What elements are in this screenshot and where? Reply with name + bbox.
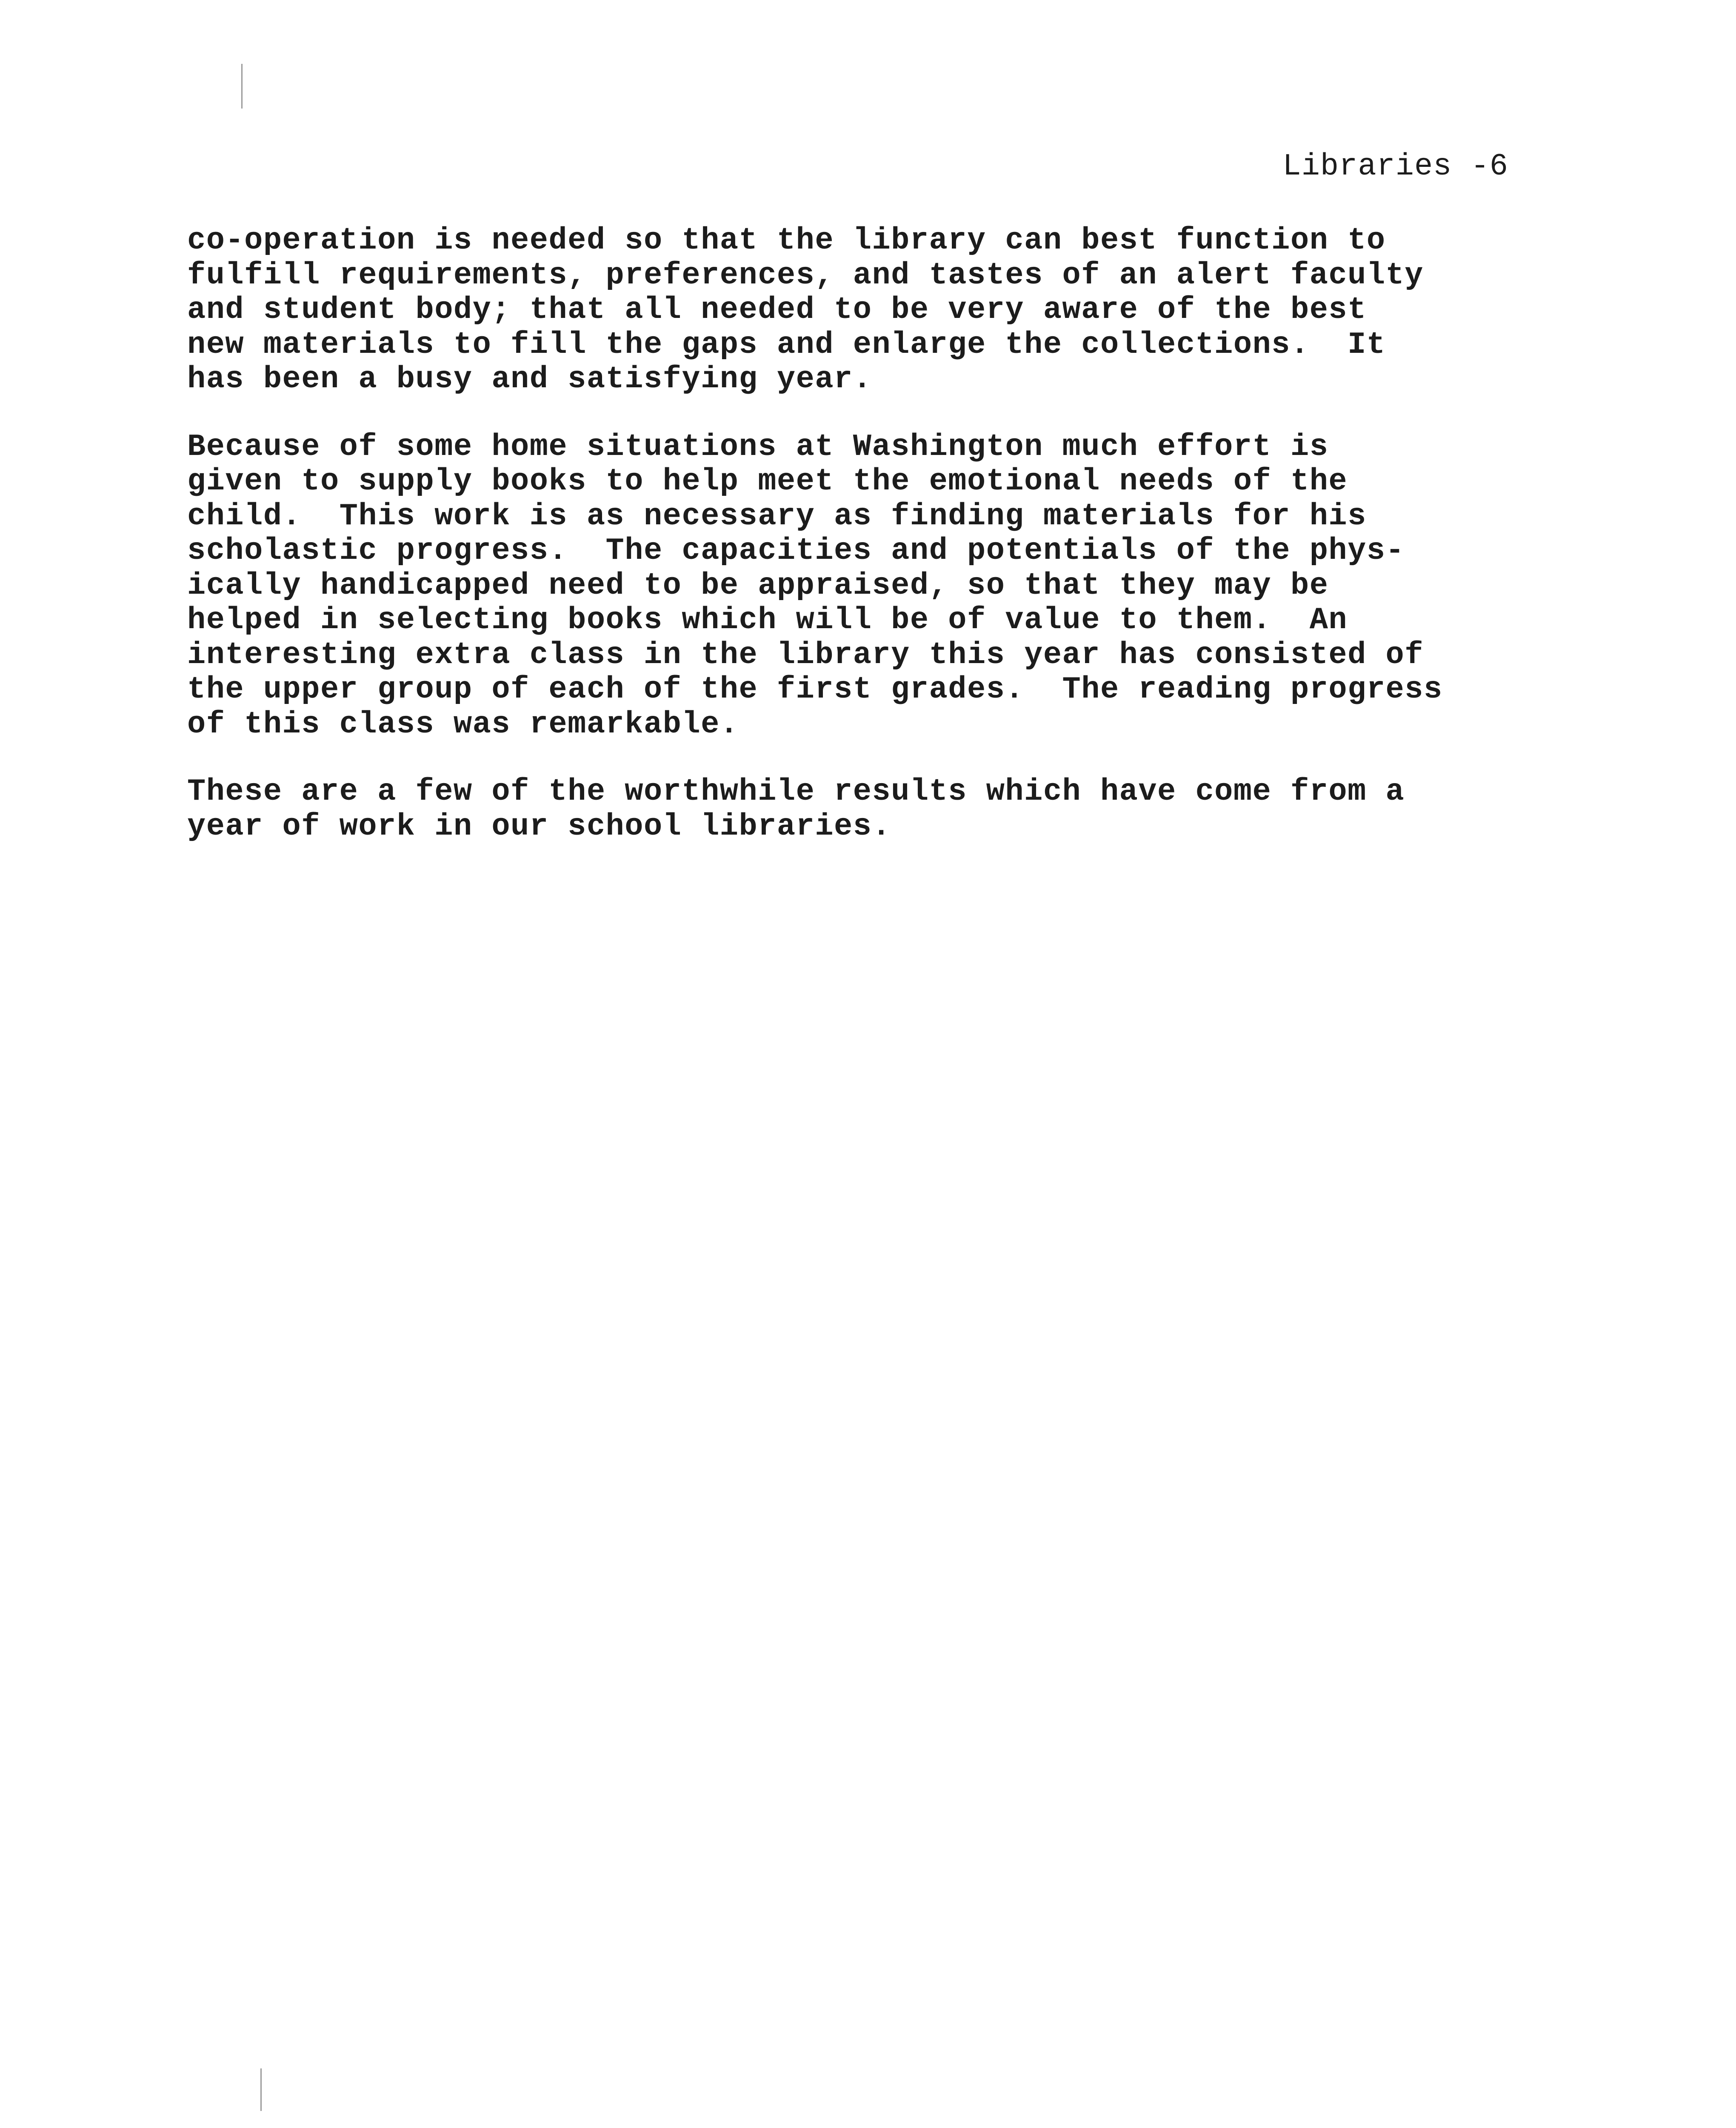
text-line: Because of some home situations at Washington much effort is [187,429,1329,464]
paragraph-3 [187,775,1591,844]
scan-mark-bottom [260,2068,262,2111]
text-line: year of work in our school libraries. [187,809,891,844]
text-line: interesting extra class in the library this year has consisted of [187,637,1424,672]
text-line: scholastic progress. The capacities and potentials of the phys- [187,533,1405,568]
text-line: These are a few of the worthwhile results which have come from a [187,774,1405,809]
page-header: Libraries -6 [1282,149,1508,184]
text-line: has been a busy and satisfying year. [187,362,872,397]
text-line: and student body; that all needed to be very aware of the best [187,292,1367,327]
text-line: new materials to fill the gaps and enlarge the collections. It [187,327,1386,362]
paragraph-1 [187,223,1591,397]
text-line: given to supply books to help meet the emotional needs of the [187,464,1348,499]
text-line: ically handicapped need to be appraised, so that they may be [187,568,1329,603]
text-line: the upper group of each of the first grades. The reading progress [187,672,1443,707]
scan-mark-top [241,64,243,109]
text-line: fulfill requirements, preferences, and tastes of an alert faculty [187,257,1424,293]
text-line: of this class was remarkable. [187,706,739,742]
text-line: co-operation is needed so that the library can best function to [187,223,1386,258]
text-line: child. This work is as necessary as finding materials for his [187,498,1367,534]
text-line: helped in selecting books which will be of value to them. An [187,603,1348,638]
paragraph-2 [187,430,1591,742]
document-body [187,223,1591,877]
